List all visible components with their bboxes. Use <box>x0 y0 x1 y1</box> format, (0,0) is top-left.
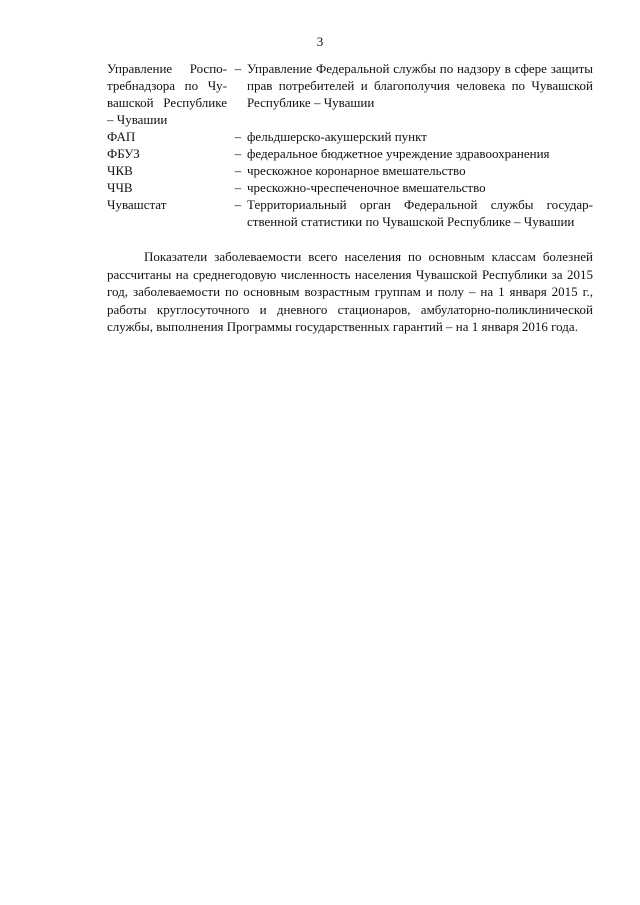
body-paragraph: Показатели заболеваемости всего населения по основным классам болезней рассчитаны на среднегодовую численность населения Чувашской Республики за 2015 год, заболеваемости по основным возрастным группам и полу – на 1 января 2015 г., работы круглосуточного и дневного стационаров, амбулаторно-поликлинической службы, выполнения Программы государственных гарантий – на 1 января 2016 года. <box>107 249 593 335</box>
abbreviation-definition: Управление Федеральной службы по надзору в сфере защиты прав потребителей и благополучия человека по Чувашской Республике – Чувашии <box>247 61 593 110</box>
abbreviation-row <box>107 145 593 162</box>
abbreviation-row <box>107 179 593 196</box>
abbreviation-definition: фельдшерско-акушерский пункт <box>247 129 427 144</box>
abbreviation-row <box>107 128 593 145</box>
abbreviation-dash: – <box>234 146 242 161</box>
abbreviation-definition: чрескожно-чреспеченочное вмешательство <box>247 180 486 195</box>
abbreviation-term: Управление Роспотребнадзора по Чувашской Республике – Чувашии <box>107 61 227 127</box>
abbreviation-dash: – <box>234 197 242 212</box>
abbreviation-term: ЧКВ <box>107 163 133 178</box>
page-number: 3 <box>316 34 324 49</box>
abbreviation-definition: федеральное бюджетное учреждение здравоохранения <box>247 146 550 161</box>
abbreviation-term: ФАП <box>107 129 136 144</box>
abbreviation-dash: – <box>234 163 242 178</box>
abbreviations-list <box>107 60 593 230</box>
abbreviation-definition: чрескожное коронарное вмешательство <box>247 163 466 178</box>
abbreviation-definition: Территориальный орган Федеральной службы государственной статистики по Чувашской Республике – Чувашии <box>247 197 593 229</box>
abbreviation-term: ФБУЗ <box>107 146 140 161</box>
abbreviation-row <box>107 60 593 128</box>
abbreviation-row <box>107 196 593 230</box>
abbreviation-dash: – <box>234 180 242 195</box>
abbreviation-dash: – <box>234 61 242 76</box>
abbreviation-term: Чувашстат <box>107 197 167 212</box>
abbreviation-row <box>107 162 593 179</box>
abbreviation-dash: – <box>234 129 242 144</box>
abbreviation-term: ЧЧВ <box>107 180 133 195</box>
